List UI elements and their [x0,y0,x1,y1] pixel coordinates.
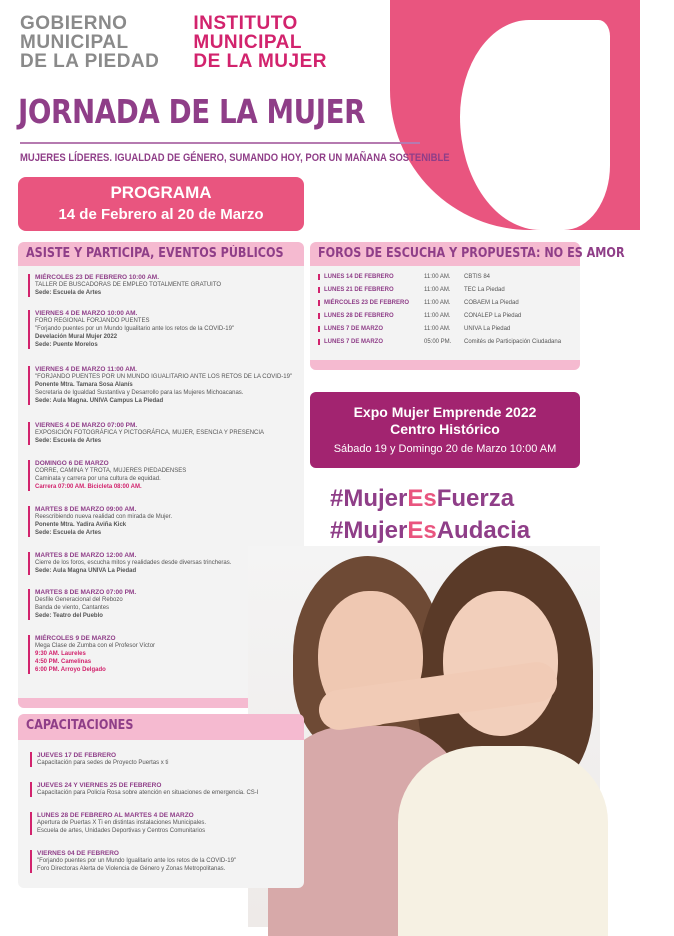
page-subtitle: MUJERES LÍDERES. IGUALDAD DE GÉNERO, SUMANDO HOY, POR UN MAÑANA SOSTENIBLE [20,152,450,164]
programa-banner [18,177,304,231]
foros-panel [310,242,625,370]
event-item: MIÉRCOLES 9 DE MARZO Mega Clase de Zumba con el Profesor Víctor 9:30 AM. Laureles 4:50 PM. Camelinas 6:00 PM. Arroyo Delgado [28,635,296,674]
programa-dates: 14 de Febrero al 20 de Marzo [58,206,264,223]
page-title: JORNADA DE LA MUJER [18,92,366,131]
instituto-mujer-logo: INSTITUTO MUNICIPAL DE LA MUJER [193,13,327,72]
event-item: MARTES 8 DE MARZO 12:00 AM. Cierre de los foros, escucha mitos y realidades desde diversas trincheras. Sede: Aula Magna UNIVA La Piedad [28,552,296,575]
title-divider [20,142,420,144]
hashtags [330,483,530,547]
capacitacion-item: VIERNES 04 DE FEBRERO "Forjando puentes por un Mundo Igualitario ante los retos de la COVID-19" Foro Directoras Alerta de Violencia de Género y Zonas Metropolitanas. [30,850,298,873]
event-item: VIERNES 4 DE MARZO 11:00 AM. "FORJANDO PUENTES POR UN MUNDO IGUALITARIO ANTE LOS RETOS DE LA COVID-19" Ponente Mtra. Tamara Sosa Alanís Secretaria de Igualdad Sustantiva y Desarrollo para las Mujeres Michoacanas. Sede: Aula Magna. UNIVA Campus La Piedad [28,366,296,405]
expo-title: Expo Mujer Emprende 2022 [353,404,537,420]
capacitaciones-panel [18,714,304,888]
capacitacion-item: JUEVES 17 DE FEBRERO Capacitación para sedes de Proyecto Puertas x ti [30,752,298,767]
event-item: VIERNES 4 DE MARZO 10:00 AM. FORO REGIONAL FORJANDO PUENTES "Forjando puentes por un Mundo Igualitario ante los retos de la COVID-19" Develación Mural Mujer 2022 Sede: Puente Morelos [28,310,296,349]
foros-panel-title: FOROS DE ESCUCHA Y PROPUESTA: NO ES AMOR [318,246,625,261]
events-panel-title: ASISTE Y PARTICIPA, EVENTOS PÚBLICOS [26,246,284,261]
capacitacion-item: JUEVES 24 Y VIERNES 25 DE FEBRERO Capacitación para Policía Rosa sobre atención en situaciones de emergencia. CS-I [30,782,298,797]
event-item: VIERNES 4 DE MARZO 07:00 PM. EXPOSICIÓN FOTOGRÁFICA Y PICTOGRÁFICA, MUJER, ESENCIA Y PRESENCIA Sede: Escuela de Artes [28,422,296,445]
foro-row: LUNES 21 DE FEBRERO 11:00 AM. TEC La Piedad [318,287,574,299]
foro-row: LUNES 7 DE MARZO 11:00 AM. UNIVA La Piedad [318,326,574,338]
foro-row: LUNES 7 DE MARZO 05:00 PM. Comités de Participación Ciudadana [318,339,574,351]
gobierno-municipal-logo: GOBIERNO MUNICIPAL DE LA PIEDAD [20,13,160,72]
event-item: MIÉRCOLES 23 DE FEBRERO 10:00 AM. TALLER DE BUSCADORAS DE EMPLEO TOTALMENTE GRATUITO Sede: Escuela de Artes [28,274,296,297]
capacitaciones-title: CAPACITACIONES [26,718,134,733]
hashtag-fuerza: #MujerEsFuerza [330,485,515,512]
hashtag-audacia: #MujerEsAudacia [330,517,531,544]
event-item: MARTES 8 DE MARZO 07:00 PM. Desfile Generacional del Rebozo Banda de viento, Cantantes Sede: Teatro del Pueblo [28,589,296,620]
event-item: MARTES 8 DE MARZO 09:00 AM. Reescribiendo nueva realidad con mirada de Mujer. Ponente Mtra. Yadira Aviña Kick Sede: Escuela de Artes [28,506,296,537]
foro-row: LUNES 14 DE FEBRERO 11:00 AM. CBTIS 84 [318,274,574,286]
expo-location: Centro Histórico [390,421,500,437]
event-item: DOMINGO 6 DE MARZO CORRE, CAMINA Y TROTA, MUJERES PIEDADENSES Caminata y carrera por una cultura de equidad. Carrera 07:00 AM. Bicicleta 08:00 AM. [28,460,296,491]
expo-schedule: Sábado 19 y Domingo 20 de Marzo 10:00 AM [333,443,557,455]
expo-banner [310,392,580,468]
programa-label: PROGRAMA [110,183,212,202]
header-logos [20,14,327,71]
capacitacion-item: LUNES 28 DE FEBRERO AL MARTES 4 DE MARZO Apertura de Puertas X Ti en distintas instalaciones Municipales. Escuela de artes, Unidades Deportivas y Centros Comunitarios [30,812,298,835]
foro-row: LUNES 28 DE FEBRERO 11:00 AM. CONALEP La Piedad [318,313,574,325]
foro-row: MIÉRCOLES 23 DE FEBRERO 11:00 AM. COBAEM La Piedad [318,300,574,312]
